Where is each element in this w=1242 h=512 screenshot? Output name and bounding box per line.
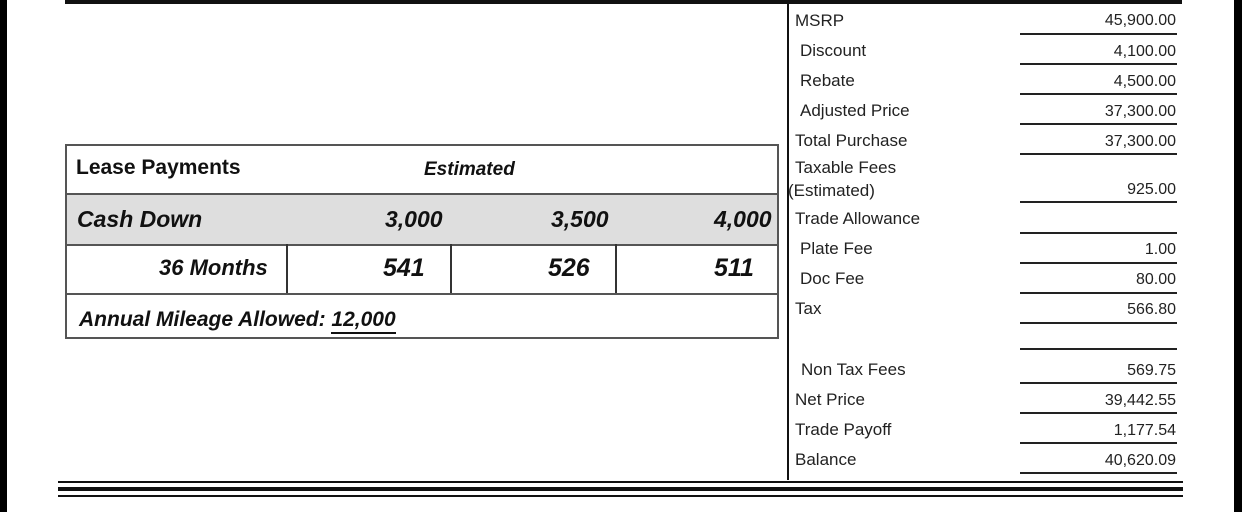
balance-label: Balance: [795, 450, 857, 469]
value-underline: [1020, 322, 1177, 324]
adjusted-price-value: 37,300.00: [1104, 103, 1176, 120]
taxable-fees-label: Taxable Fees: [795, 158, 897, 177]
msrp-label: MSRP: [795, 11, 845, 30]
net-price-label: Net Price: [795, 390, 865, 409]
non-tax-fees-value: 569.75: [1127, 362, 1176, 379]
value-underline: [1020, 123, 1177, 125]
value-underline: [1020, 412, 1177, 414]
bottom-rule-thin: [58, 481, 1183, 483]
value-underline: [1020, 442, 1177, 444]
value-underline: [1020, 63, 1177, 65]
cash-down-option[interactable]: 3,500: [551, 206, 609, 232]
value-underline: [1020, 232, 1177, 234]
mileage-value: 12,000: [331, 308, 395, 334]
cash-down-option[interactable]: 4,000: [714, 206, 772, 232]
msrp-value: 45,900.00: [1104, 12, 1176, 29]
lease-payments-title: Lease Payments: [76, 156, 241, 179]
bottom-rule-thin: [58, 495, 1183, 497]
non-tax-fees-label: Non Tax Fees: [801, 360, 906, 379]
cell-divider: [615, 244, 617, 293]
tax-value: 566.80: [1127, 301, 1176, 318]
value-underline: [1020, 33, 1177, 35]
top-rule: [65, 0, 1182, 4]
payment-value: 511: [714, 254, 754, 282]
trade-allowance-label: Trade Allowance: [795, 209, 921, 228]
plate-fee-value: 1.00: [1144, 241, 1176, 258]
doc-fee-value: 80.00: [1135, 271, 1176, 288]
taxable-fees-value: 925.00: [1127, 181, 1176, 198]
column-divider: [787, 0, 789, 480]
tax-label: Tax: [795, 299, 822, 318]
total-purchase-label: Total Purchase: [795, 131, 908, 150]
bottom-rule-thick: [58, 487, 1183, 491]
mileage-label: Annual Mileage Allowed:: [79, 308, 326, 331]
payment-value: 526: [548, 254, 590, 282]
cash-down-row: [67, 193, 777, 246]
rebate-label: Rebate: [800, 71, 855, 90]
discount-label: Discount: [800, 41, 867, 60]
plate-fee-label: Plate Fee: [800, 239, 873, 258]
trade-payoff-value: 1,177.54: [1113, 422, 1176, 439]
value-underline: [1020, 292, 1177, 294]
trade-payoff-label: Trade Payoff: [795, 420, 892, 439]
doc-fee-label: Doc Fee: [800, 269, 865, 288]
value-underline: [1020, 201, 1177, 203]
blank-underline: [1020, 348, 1177, 350]
adjusted-price-label: Adjusted Price: [800, 101, 910, 120]
estimated-label: Estimated: [424, 159, 515, 180]
term-label: 36 Months: [159, 255, 268, 280]
value-underline: [1020, 93, 1177, 95]
value-underline: [1020, 382, 1177, 384]
cell-divider: [286, 244, 288, 293]
lease-worksheet: [7, 0, 1234, 512]
value-underline: [1020, 153, 1177, 155]
payment-value: 541: [383, 254, 425, 282]
balance-value: 40,620.09: [1104, 452, 1176, 469]
cell-divider: [450, 244, 452, 293]
annual-mileage: [79, 308, 396, 332]
rebate-value: 4,500.00: [1113, 73, 1176, 90]
cash-down-label: Cash Down: [77, 206, 203, 232]
lease-payments-box: [65, 144, 779, 339]
discount-value: 4,100.00: [1113, 43, 1176, 60]
payment-row: [67, 244, 777, 295]
value-underline: [1020, 472, 1177, 474]
cash-down-option[interactable]: 3,000: [385, 206, 443, 232]
net-price-value: 39,442.55: [1104, 392, 1176, 409]
value-underline: [1020, 262, 1177, 264]
total-purchase-value: 37,300.00: [1104, 133, 1176, 150]
taxable-fees-estimated-label: (Estimated): [788, 181, 875, 200]
